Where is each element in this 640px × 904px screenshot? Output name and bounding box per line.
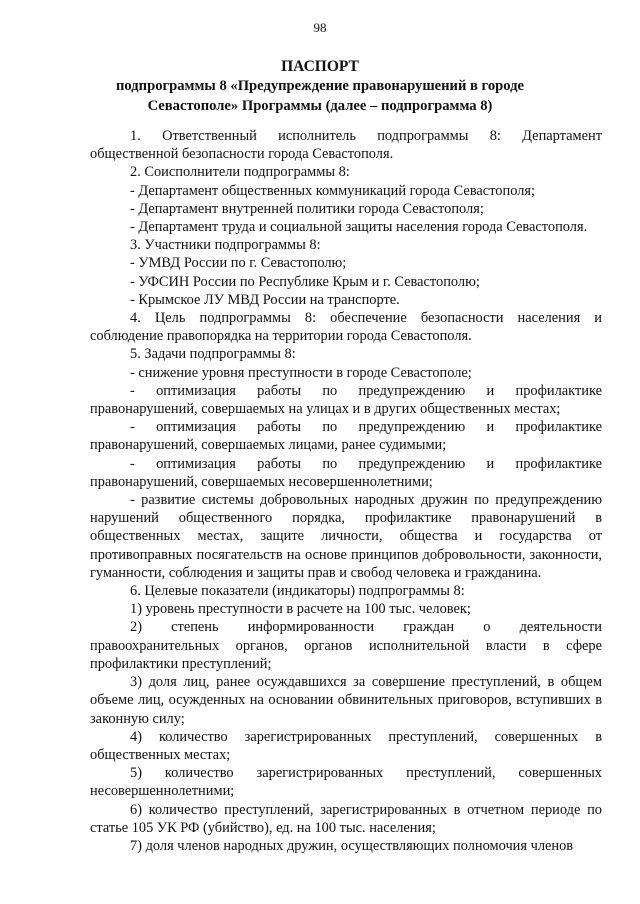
- paragraph: 4) количество зарегистрированных преступлений, совершенных в общественных местах;: [90, 728, 602, 763]
- paragraph: 5. Задачи подпрограммы 8:: [130, 346, 296, 363]
- paragraph: 5) количество зарегистрированных преступлений, совершенных несовершеннолетними;: [90, 765, 602, 800]
- paragraph: - снижение уровня преступности в городе Севастополе;: [130, 364, 472, 381]
- page-number: 98: [313, 20, 327, 35]
- paragraph: - развитие системы добровольных народных дружин по предупреждению нарушений общественного порядка, профилактике правонарушений в общественных местах, защите личности, общества и государства от противоправных посягательств на основе принципов добровольности, законности, гуманности, соблюдения и защиты прав и свобод человека и гражданина.: [90, 492, 602, 581]
- paragraph: 6. Целевые показатели (индикаторы) подпрограммы 8:: [130, 583, 465, 600]
- paragraph: - Департамент внутренней политики города Севастополя;: [130, 200, 484, 217]
- document-subtitle: подпрограммы 8 «Предупреждение правонарушений в городе Севастополе» Программы (далее – подпрограмма 8): [116, 78, 524, 114]
- paragraph: 1) уровень преступности в расчете на 100 тыс. человек;: [130, 601, 471, 618]
- paragraph: - УФСИН России по Республике Крым и г. Севастополю;: [130, 273, 480, 290]
- paragraph: 2. Соисполнители подпрограммы 8:: [130, 164, 350, 181]
- paragraph: 7) доля членов народных дружин, осуществляющих полномочия членов: [130, 837, 574, 854]
- paragraph: - оптимизация работы по предупреждению и профилактике правонарушений, совершаемых несовершеннолетними;: [90, 455, 602, 490]
- document-body: [90, 127, 602, 855]
- paragraph: 4. Цель подпрограммы 8: обеспечение безопасности населения и соблюдение правопорядка на территории города Севастополя.: [90, 310, 602, 345]
- paragraph: - Крымское ЛУ МВД России на транспорте.: [130, 291, 400, 308]
- paragraph: - оптимизация работы по предупреждению и профилактике правонарушений, совершаемых лицами, ранее судимыми;: [90, 419, 602, 454]
- paragraph: 2) степень информированности граждан о деятельности правоохранительных органов, органов исполнительной власти в сфере профилактики преступлений;: [90, 619, 602, 672]
- paragraph: - оптимизация работы по предупреждению и профилактике правонарушений, совершаемых на улицах и в других общественных местах;: [90, 382, 602, 418]
- paragraph: 1. Ответственный исполнитель подпрограммы 8: Департамент общественной безопасности города Севастополя.: [90, 128, 602, 163]
- paragraph: 6) количество преступлений, зарегистрированных в отчетном периоде по статье 105 УК РФ (убийство), ед. на 100 тыс. населения;: [90, 801, 602, 836]
- paragraph: - Департамент труда и социальной защиты населения города Севастополя.: [130, 219, 588, 236]
- paragraph: 3) доля лиц, ранее осуждавшихся за совершение преступлений, в общем объеме лиц, осужденных на основании обвинительных приговоров, вступивших в законную силу;: [90, 674, 602, 727]
- paragraph: 3. Участники подпрограммы 8:: [130, 237, 321, 254]
- document-title: ПАСПОРТ: [281, 58, 359, 75]
- paragraph: - УМВД России по г. Севастополю;: [130, 255, 347, 272]
- paragraph: - Департамент общественных коммуникаций города Севастополя;: [130, 182, 535, 199]
